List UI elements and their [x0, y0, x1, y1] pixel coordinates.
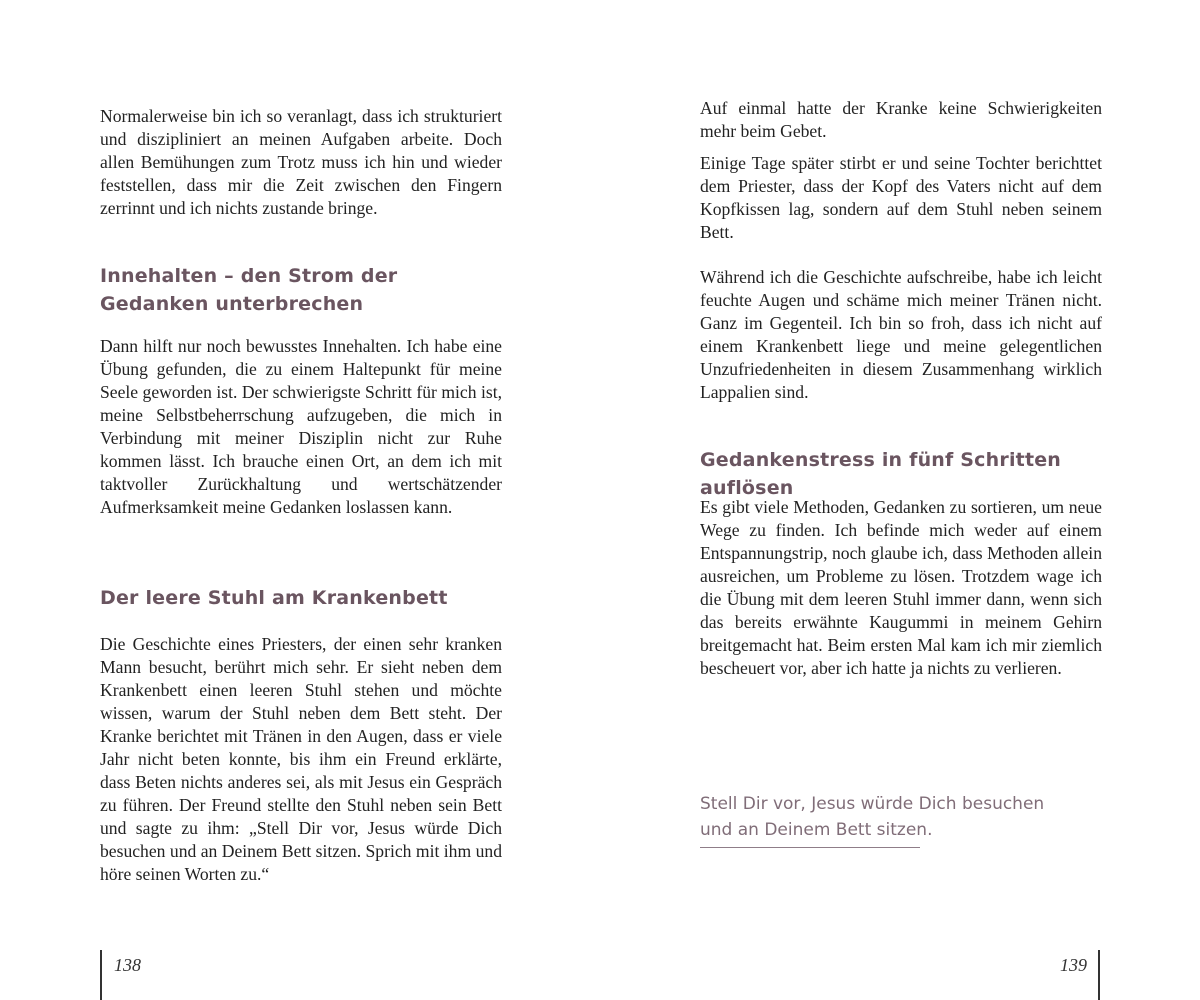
left-paragraph-3: Die Geschichte eines Priesters, der einen sehr kranken Mann besucht, berührt mich sehr. Er sieht neben dem Krankenbett einen leeren Stuhl stehen und möchte wissen, warum der Stuhl neben dem Bett steht. Der Kranke berichtet mit Tränen in den Augen, dass er viele Jahr nicht beten konnte, bis ihm ein Freund erklärte, dass Beten nichts anderes sei, als mit Jesus ein Gespräch zu führen. Der Freund stellte den Stuhl neben sein Bett und sagte zu ihm: „Stell Dir vor, Jesus würde Dich besuchen und an Deinem Bett sitzen. Sprich mit ihm und höre seinen Worten zu.“ — [100, 634, 502, 884]
left-paragraph-1: Normalerweise bin ich so veranlagt, dass ich strukturiert und diszipliniert an meinen Aufgaben arbeite. Doch allen Bemühungen zum Trotz muss ich hin und wieder feststellen, dass mir die Zeit zwischen den Fingern zerrinnt und ich nichts zustande bringe. — [100, 106, 502, 218]
right-page — [700, 0, 1102, 1000]
right-paragraph-2: Einige Tage später stirbt er und seine Tochter berichttet dem Priester, dass der Kopf des Vaters nicht auf dem Kopfkissen lag, sondern auf dem Stuhl neben seinem Bett. — [700, 153, 1102, 242]
right-paragraph-4: Es gibt viele Methoden, Gedanken zu sortieren, um neue Wege zu finden. Ich befinde mich weder auf einem Entspannungstrip, noch glaube ich, dass Methoden allein ausreichen, um Probleme zu lösen. Trotzdem wage ich die Übung mit dem leeren Stuhl immer dann, wenn sich das bereits erwähnte Kaugummi in meinem Gehirn breitgemacht hat. Beim ersten Mal kam ich mir ziemlich bescheuert vor, aber ich hatte ja nichts zu verlieren. — [700, 497, 1102, 678]
left-paragraph-2: Dann hilft nur noch bewusstes Innehalten. Ich habe eine Übung gefunden, die zu einem Haltepunkt für meine Seele geworden ist. Der schwierigste Schritt für mich ist, meine Selbstbeherrschung aufzugeben, die mich in Verbindung mit meiner Disziplin nicht zur Ruhe kommen lässt. Ich brauche einen Ort, an dem ich mit taktvoller Zurückhaltung und wertschätzender Aufmerksamkeit meine Gedanken loslassen kann. — [100, 336, 502, 517]
left-folio-rule — [100, 950, 102, 1000]
pull-quote-underline — [700, 847, 920, 848]
pull-quote: Stell Dir vor, Jesus würde Dich besuchen und an Deinem Bett sitzen. — [700, 794, 1045, 840]
right-paragraph-3: Während ich die Geschichte aufschreibe, habe ich leicht feuchte Augen und schäme mich meiner Tränen nicht. Ganz im Gegenteil. Ich bin so froh, dass ich nicht auf einem Krankenbett liege und meine gelegentlichen Unzufriedenheiten in diesem Zusammenhang wirklich Lappalien sind. — [700, 267, 1102, 402]
right-page-number: 139 — [1060, 955, 1087, 975]
right-folio-rule — [1098, 950, 1100, 1000]
left-heading-leerer-stuhl: Der leere Stuhl am Krankenbett — [100, 587, 448, 609]
right-paragraph-1: Auf einmal hatte der Kranke keine Schwierigkeiten mehr beim Gebet. — [700, 98, 1102, 141]
left-page — [100, 0, 502, 1000]
left-page-number: 138 — [114, 955, 141, 975]
left-heading-innehalten: Innehalten – den Strom der Gedanken unterbrechen — [100, 265, 398, 315]
right-heading-gedankenstress: Gedankenstress in fünf Schritten auflösen — [700, 449, 1062, 499]
